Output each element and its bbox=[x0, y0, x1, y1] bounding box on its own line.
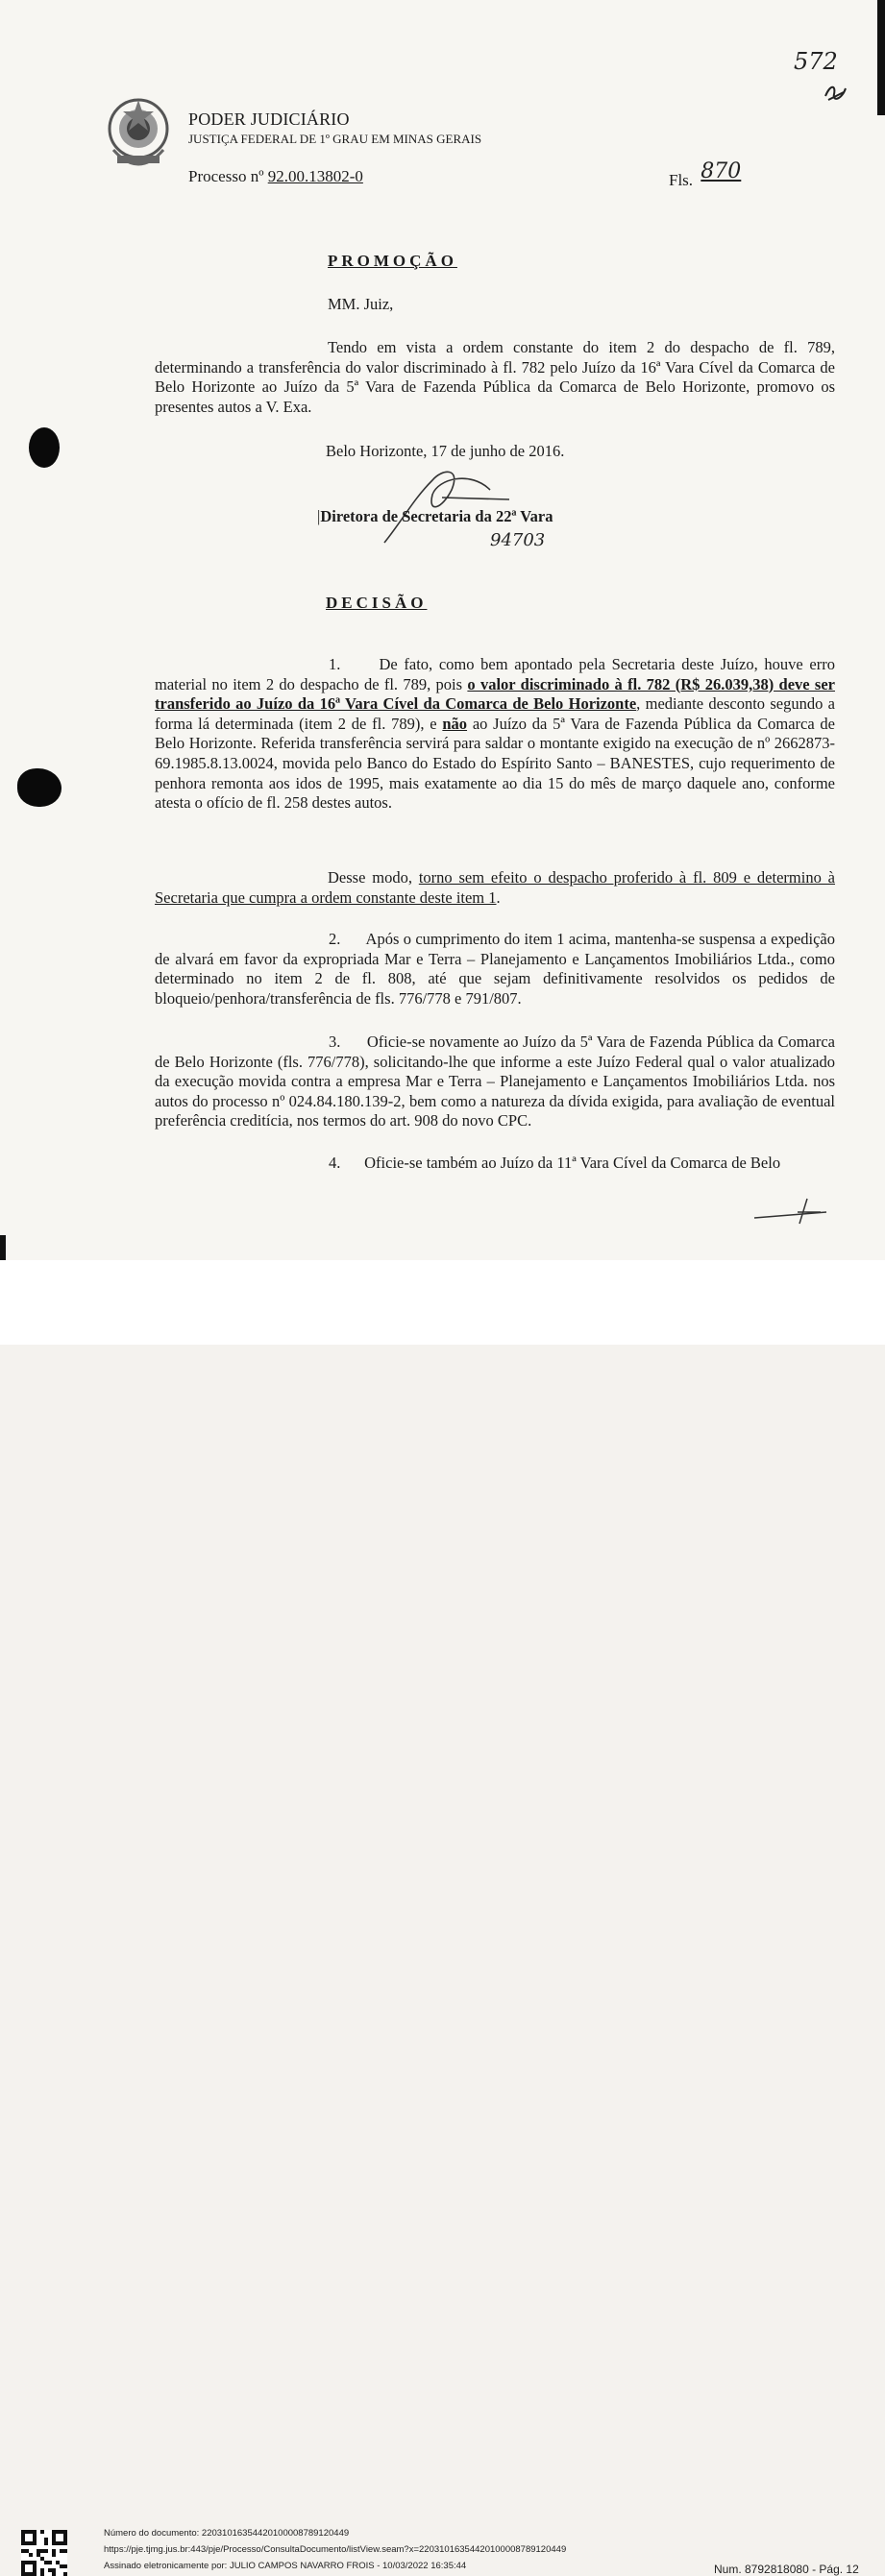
salutation: MM. Juiz, bbox=[328, 295, 394, 313]
electronic-signature-footer bbox=[0, 1260, 885, 2576]
decisao-item-1: 1. De fato, como bem apontado pela Secretaria deste Juízo, houve erro material no item 2 do despacho de fl. 789, pois o valor discriminado à fl. 782 (R$ 26.039,38) deve ser transferido ao Juízo da 16ª Vara Cível da Comarca de Belo Horizonte, mediante desconto segundo a forma lá determinada (item 2 de fl. 789), e não ao Juízo da 5ª Vara de Fazenda Pública da Comarca de Belo Horizonte. Referida transferência servirá para saldar o montante exigido na execução de nº 2662873-69.1985.8.13.0024, movida pelo Banco do Estado do Espírito Santo – BANESTES, cujo requerimento de penhora remonta aos idos de 1995, mais exatamente ao dia 15 do mês de março daquele ano, conforme atesta o ofício de fl. 258 destes autos. bbox=[155, 655, 836, 813]
place-date: Belo Horizonte, 17 de junho de 2016. bbox=[326, 442, 565, 460]
folio-handwritten: 870 bbox=[701, 159, 742, 183]
punch-hole-mark bbox=[17, 768, 61, 807]
punch-hole-mark bbox=[29, 427, 60, 468]
footer-page-reference: Num. 8792818080 - Pág. 12 bbox=[714, 2563, 859, 2576]
decisao-item-3: 3. Oficie-se novamente ao Juízo da 5ª Vara de Fazenda Pública da Comarca de Belo Horizonte (fls. 776/778), solicitando-lhe que informe a este Juízo Federal qual o valor atualizado da execução movida contra a empresa Mar e Terra – Planejamento e Lançamentos Imobiliários Ltda. nos autos do processo nº 024.84.180.139-2, bem como a natureza da dívida exigida, para avaliação de eventual preferência creditícia, nos termos do art. 908 do novo CPC. bbox=[155, 1033, 836, 1130]
scan-edge-mark bbox=[877, 0, 885, 115]
footer-doc-number: Número do documento: 22031016354420100008789120449 bbox=[104, 2528, 350, 2539]
footer-signed-by: Assinado eletronicamente por: JULIO CAMPOS NAVARRO FROIS - 10/03/2022 16:35:44 bbox=[104, 2561, 467, 2571]
signature-title: |Diretora de Secretaria da 22ª Vara bbox=[317, 507, 553, 525]
org-name: PODER JUDICIÁRIO bbox=[188, 109, 350, 129]
page-end-mark bbox=[750, 1191, 836, 1229]
promocao-heading: PROMOÇÃO bbox=[328, 252, 457, 270]
folio-label: Fls. bbox=[669, 171, 694, 189]
decisao-item-1-conclusion: Desse modo, torno sem efeito o despacho proferido à fl. 809 e determino à Secretaria que cumpra a ordem constante deste item 1. bbox=[155, 868, 835, 907]
folio-line bbox=[669, 159, 742, 191]
coat-of-arms-icon bbox=[104, 92, 173, 177]
promocao-paragraph: Tendo em vista a ordem constante do item 2 do despacho de fl. 789, determinando a transferência do valor discriminado à fl. 782 pelo Juízo da 16ª Vara Cível da Comarca de Belo Horizonte ao Juízo da 5ª Vara de Fazenda Pública da Comarca de Belo Horizonte, promovo os presentes autos a V. Exa. bbox=[155, 338, 835, 416]
qr-code-icon bbox=[21, 2530, 67, 2576]
document-page bbox=[0, 0, 885, 1260]
process-label: Processo nº bbox=[188, 167, 264, 185]
decisao-item-4: 4. Oficie-se também ao Juízo da 11ª Vara Cível da Comarca de Belo bbox=[329, 1154, 781, 1172]
decisao-item-2: 2. Após o cumprimento do item 1 acima, mantenha-se suspensa a expedição de alvará em favor da expropriada Mar e Terra – Planejamento e Lançamentos Imobiliários Ltda., como determinado no item 2 de fl. 808, até que sejam definitivamente resolvidos os pedidos de bloqueio/penhora/transferência de fls. 776/778 e 791/807. bbox=[155, 930, 836, 1008]
process-number: 92.00.13802-0 bbox=[267, 167, 363, 185]
footer-url[interactable]: https://pje.tjmg.jus.br:443/pje/Processo/ConsultaDocumento/listView.seam?x=22031016354420100008789120449 bbox=[104, 2544, 567, 2555]
rubric-mark-icon bbox=[823, 81, 849, 104]
scan-edge-mark-bottom bbox=[0, 1235, 6, 1260]
signature-handwritten-number: 94703 bbox=[490, 530, 546, 550]
decisao-heading: DECISÃO bbox=[326, 594, 428, 612]
court-name: JUSTIÇA FEDERAL DE 1º GRAU EM MINAS GERAIS bbox=[188, 132, 482, 146]
handwritten-page-number: 572 bbox=[794, 48, 838, 75]
process-line bbox=[188, 167, 363, 186]
